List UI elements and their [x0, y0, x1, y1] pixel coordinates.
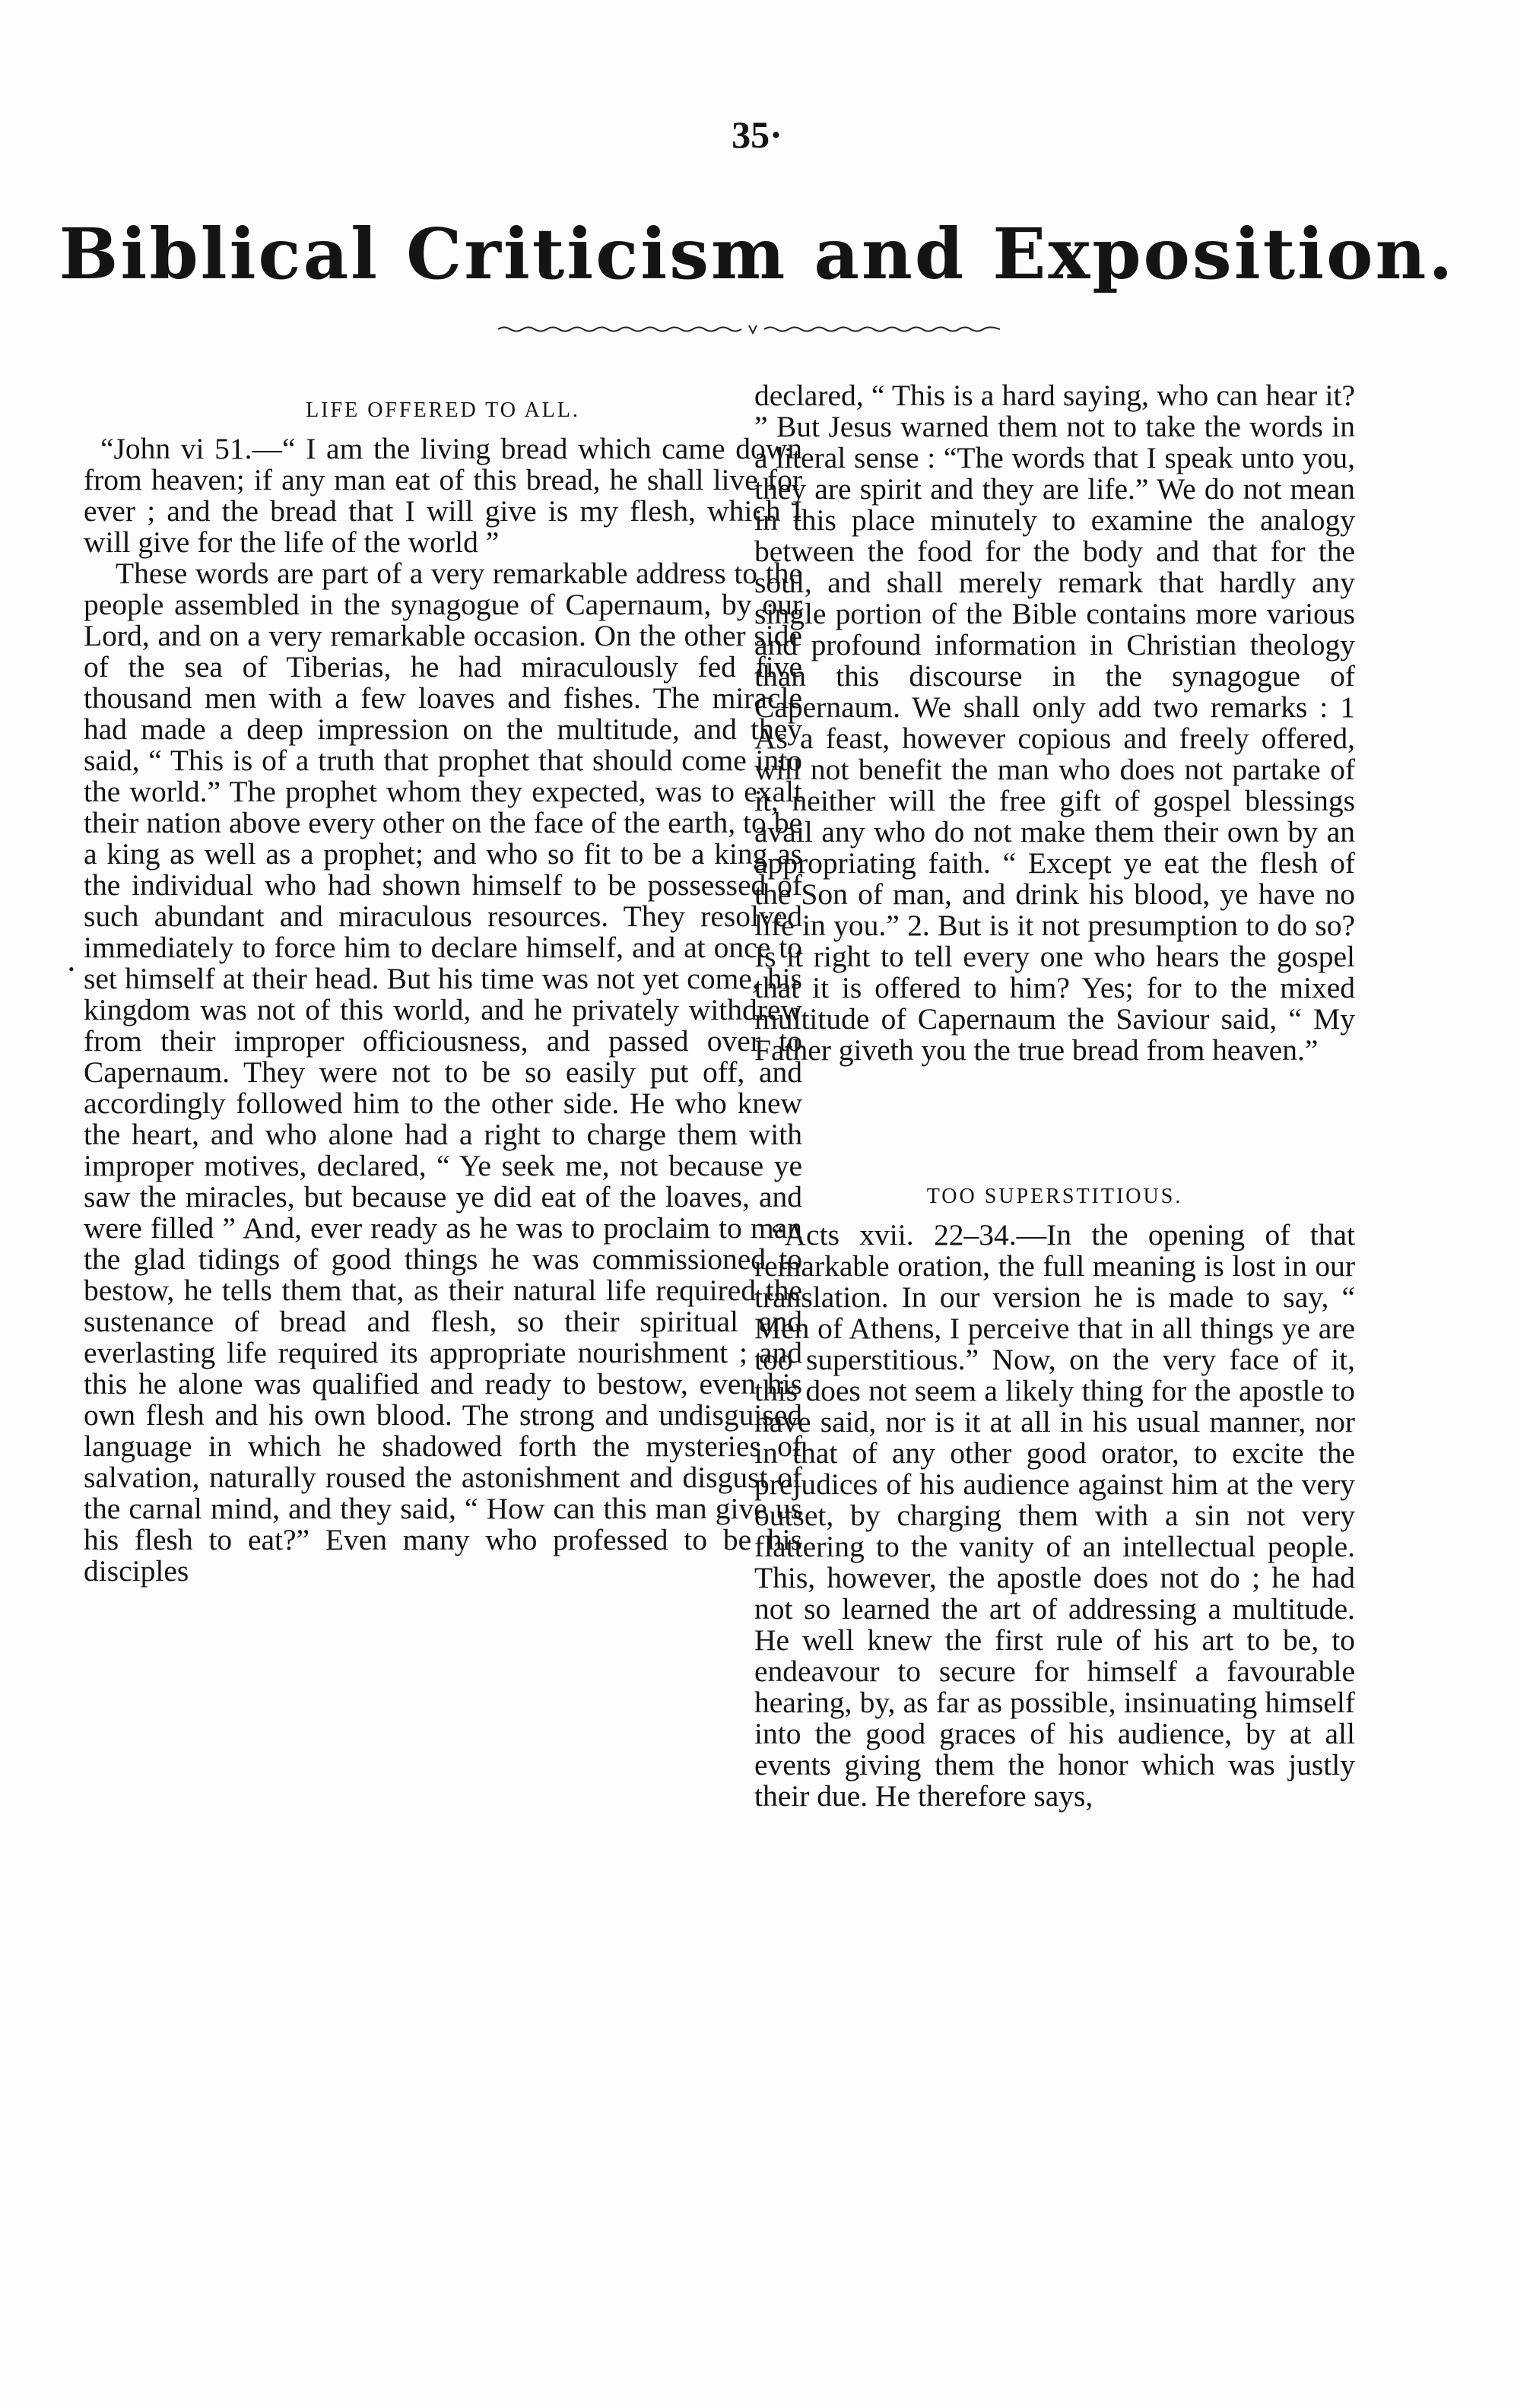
title-rule-ornament [498, 322, 1000, 336]
right-paragraph-2: “Acts xvii. 22–34.—In the opening of that remarkable oration, the full meaning is lost in our translation. In our version he is made to say, “ Men of Athens, I perceive that in all things ye are too superstitious.” Now, on the very face of it, this does not seem a likely thing for the apostle to have said, nor is it at all in his usual manner, nor in that of any other good orator, to excite the prejudices of his audience against him at the very outset, by charging them with a sin not very flattering to the vanity of an intellectual people. This, however, the apostle does not do ; he had not so learned the art of addressing a multitude. He well knew the first rule of his art to be, to endeavour to secure for himself a favourable hearing, by, as far as possible, insinuating himself into the good graces of his audience, by at all events giving them the honor which was justly their due. He therefore says, [754, 1218, 1355, 1813]
left-paragraph-1: “John vi 51.—“ I am the living bread which came down from heaven; if any man eat of this bread, he shall live for ever ; and the bread that I will give is my flesh, which I will give for the life of the world ” [84, 432, 802, 559]
page-number: 35· [732, 113, 782, 156]
right-column [754, 380, 1355, 1812]
left-column [84, 380, 802, 1587]
right-paragraph-1: declared, “ This is a hard saying, who can hear it? ” But Jesus warned them not to take the words in a literal sense : “The words that I speak unto you, they are spirit and they are life.” We do not mean in this place minutely to examine the analogy between the food for the body and that for the soul, and shall merely remark that hardly any single portion of the Bible contains more various and profound information in Christian theology than this discourse in the synagogue of Capernaum. We shall only add two remarks : 1 As a feast, however copious and freely offered, will not benefit the man who does not partake of it, neither will the free gift of gospel blessings avail any who do not make them their own by an appropriating faith. “ Except ye eat the flesh of the Son of man, and drink his blood, ye have no life in you.” 2. But is it not presumption to do so? Is it right to tell every one who hears the gospel that it is offered to him? Yes; for to the mixed multitude of Capernaum the Saviour said, “ My Father giveth you the true bread from heaven.” [754, 379, 1355, 1067]
margin-speck: • [68, 960, 75, 979]
section-heading-life-offered: LIFE OFFERED TO ALL. [306, 398, 580, 422]
left-paragraph-2: These words are part of a very remarkable address to the people assembled in the synagogue of Capernaum, by our Lord, and on a very remarkable occasion. On the other side of the sea of Tiberias, he had miraculously fed five thousand men with a few loaves and fishes. The miracle had made a deep impression on the multitude, and they said, “ This is of a truth that prophet that should come into the world.” The prophet whom they expected, was to exalt their nation above every other on the face of the earth, to be a king as well as a prophet; and who so fit to be a king as the individual who had shown himself to be possessed of such abundant and miraculous resources. They resolved immediately to force him to declare himself, and at once to set himself at their head. But his time was not yet come, his kingdom was not of this world, and he privately withdrew from their improper officiousness, and passed over to Capernaum. They were not to be so easily put off, and accordingly followed him to the other side. He who knew the heart, and who alone had a right to charge them with improper motives, declared, “ Ye seek me, not because ye saw the miracles, but because ye did eat of the loaves, and were filled ” And, ever ready as he was to proclaim to man the glad tidings of good things he was commissioned to bestow, he tells them that, as their natural life required the sustenance of bread and flesh, so their spiritual and everlasting life required its appropriate nourishment ; and this he alone was qualified and ready to bestow, even his own flesh and his own blood. The strong and undisguised language in which he shadowed forth the mysteries of salvation, naturally roused the astonishment and disgust of the carnal mind, and they said, “ How can this man give us his flesh to eat?” Even many who professed to be his disciples [84, 557, 802, 1588]
section-heading-too-superstitious: TOO SUPERSTITIOUS. [926, 1185, 1183, 1208]
page-title: Biblical Criticism and Exposition. [59, 213, 1455, 295]
